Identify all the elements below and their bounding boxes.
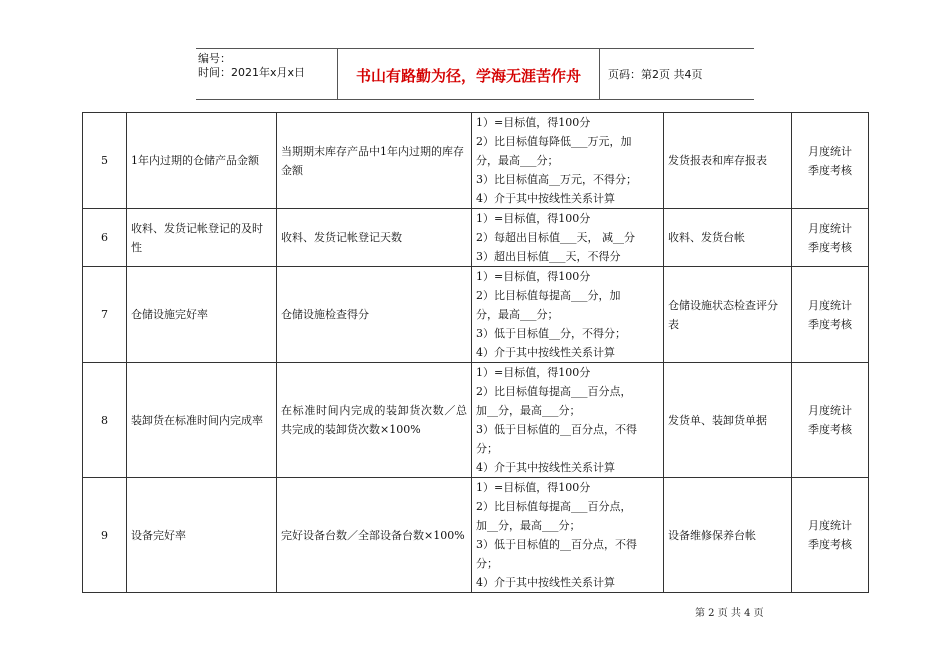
scoring-rule-line: 1）=目标值，得100分 [476, 481, 591, 494]
scoring-rules [472, 113, 664, 209]
table-row [83, 478, 869, 593]
header-meta [196, 49, 338, 99]
data-source: 仓储设施状态检查评分表 [664, 267, 792, 363]
cycle-line: 月度统计 [808, 298, 852, 312]
scoring-rule-line: 4）介于其中按线性关系计算 [476, 576, 615, 589]
scoring-rule-line: 1）=目标值，得100分 [476, 270, 591, 283]
scoring-rule-line: 3）低于目标值的__百分点，不得 [476, 538, 637, 551]
indicator-name: 装卸货在标准时间内完成率 [127, 363, 277, 478]
table-row [83, 209, 869, 267]
indicator-definition: 当期期末库存产品中1年内过期的库存金额 [277, 113, 472, 209]
scoring-rules [472, 478, 664, 593]
cycle-line: 月度统计 [808, 404, 852, 417]
scoring-rule-line: 2）比目标值每提高___百分点， [476, 385, 632, 398]
page-footer: 第 2 页 共 4 页 [695, 608, 764, 619]
assessment-cycle [792, 478, 869, 593]
scoring-rules [472, 363, 664, 478]
scoring-rule-line: 分； [476, 442, 498, 455]
indicator-name: 1年内过期的仓储产品金额 [127, 113, 277, 209]
assessment-cycle [792, 363, 869, 478]
scoring-rule-line: 2）比目标值每提高___分，加 [476, 289, 621, 302]
cycle-line: 季度考核 [808, 317, 852, 331]
indicator-name: 设备完好率 [127, 478, 277, 593]
row-number: 9 [83, 478, 127, 593]
table-row [83, 267, 869, 363]
page-header [196, 48, 754, 100]
scoring-rule-line: 4）介于其中按线性关系计算 [476, 192, 615, 205]
scoring-rule-line: 4）介于其中按线性关系计算 [476, 346, 615, 359]
row-number: 8 [83, 363, 127, 478]
scoring-rules [472, 209, 664, 267]
data-source: 发货报表和库存报表 [664, 113, 792, 209]
assessment-cycle [792, 267, 869, 363]
header-page-info: 页码：第2页 共4页 [608, 68, 703, 81]
indicator-definition: 仓储设施检查得分 [277, 267, 472, 363]
row-number: 7 [83, 267, 127, 363]
scoring-rule-line: 分，最高___分； [476, 308, 559, 321]
cycle-line: 季度考核 [808, 423, 852, 436]
scoring-rule-line: 3）低于目标值__分，不得分； [476, 327, 626, 340]
cycle-line: 季度考核 [808, 163, 852, 177]
scoring-rule-line: 2）每超出目标值___天， 减__分 [476, 231, 635, 244]
indicator-name: 仓储设施完好率 [127, 267, 277, 363]
data-source: 收料、发货台帐 [664, 209, 792, 267]
document-number-label: 编号： [198, 52, 231, 65]
data-source: 发货单、装卸货单据 [664, 363, 792, 478]
assessment-cycle [792, 209, 869, 267]
scoring-rule-line: 2）比目标值每提高___百分点， [476, 500, 632, 513]
scoring-rule-line: 3）比目标值高__万元，不得分； [476, 173, 637, 186]
scoring-rule-line: 2）比目标值每降低___万元，加 [476, 135, 632, 148]
scoring-rule-line: 3）超出目标值___天，不得分 [476, 250, 621, 263]
indicator-name: 收料、发货记帐登记的及时性 [127, 209, 277, 267]
cycle-line: 季度考核 [808, 240, 852, 254]
cycle-line: 月度统计 [808, 221, 852, 235]
cycle-line: 月度统计 [808, 144, 852, 158]
scoring-rule-line: 加__分，最高___分； [476, 519, 581, 532]
kpi-table [82, 112, 869, 593]
indicator-definition: 在标准时间内完成的装卸货次数／总共完成的装卸货次数×100% [277, 363, 472, 478]
scoring-rule-line: 4）介于其中按线性关系计算 [476, 461, 615, 474]
scoring-rules [472, 267, 664, 363]
assessment-cycle [792, 113, 869, 209]
scoring-rule-line: 加__分，最高___分； [476, 404, 581, 417]
scoring-rule-line: 3）低于目标值的__百分点，不得 [476, 423, 637, 436]
indicator-definition: 收料、发货记帐登记天数 [277, 209, 472, 267]
table-row [83, 113, 869, 209]
scoring-rule-line: 1）=目标值，得100分 [476, 366, 591, 379]
cycle-line: 季度考核 [808, 538, 852, 551]
cycle-line: 月度统计 [808, 519, 852, 532]
indicator-definition: 完好设备台数／全部设备台数×100% [277, 478, 472, 593]
row-number: 6 [83, 209, 127, 267]
data-source: 设备维修保养台帐 [664, 478, 792, 593]
scoring-rule-line: 分，最高___分； [476, 154, 559, 167]
header-motto: 书山有路勤为径，学海无涯苦作舟 [338, 49, 600, 99]
scoring-rule-line: 1）=目标值，得100分 [476, 212, 591, 225]
row-number: 5 [83, 113, 127, 209]
table-row [83, 363, 869, 478]
scoring-rule-line: 分； [476, 557, 498, 570]
scoring-rule-line: 1）=目标值，得100分 [476, 116, 591, 129]
document-date: 时间：2021年x月x日 [198, 66, 306, 79]
